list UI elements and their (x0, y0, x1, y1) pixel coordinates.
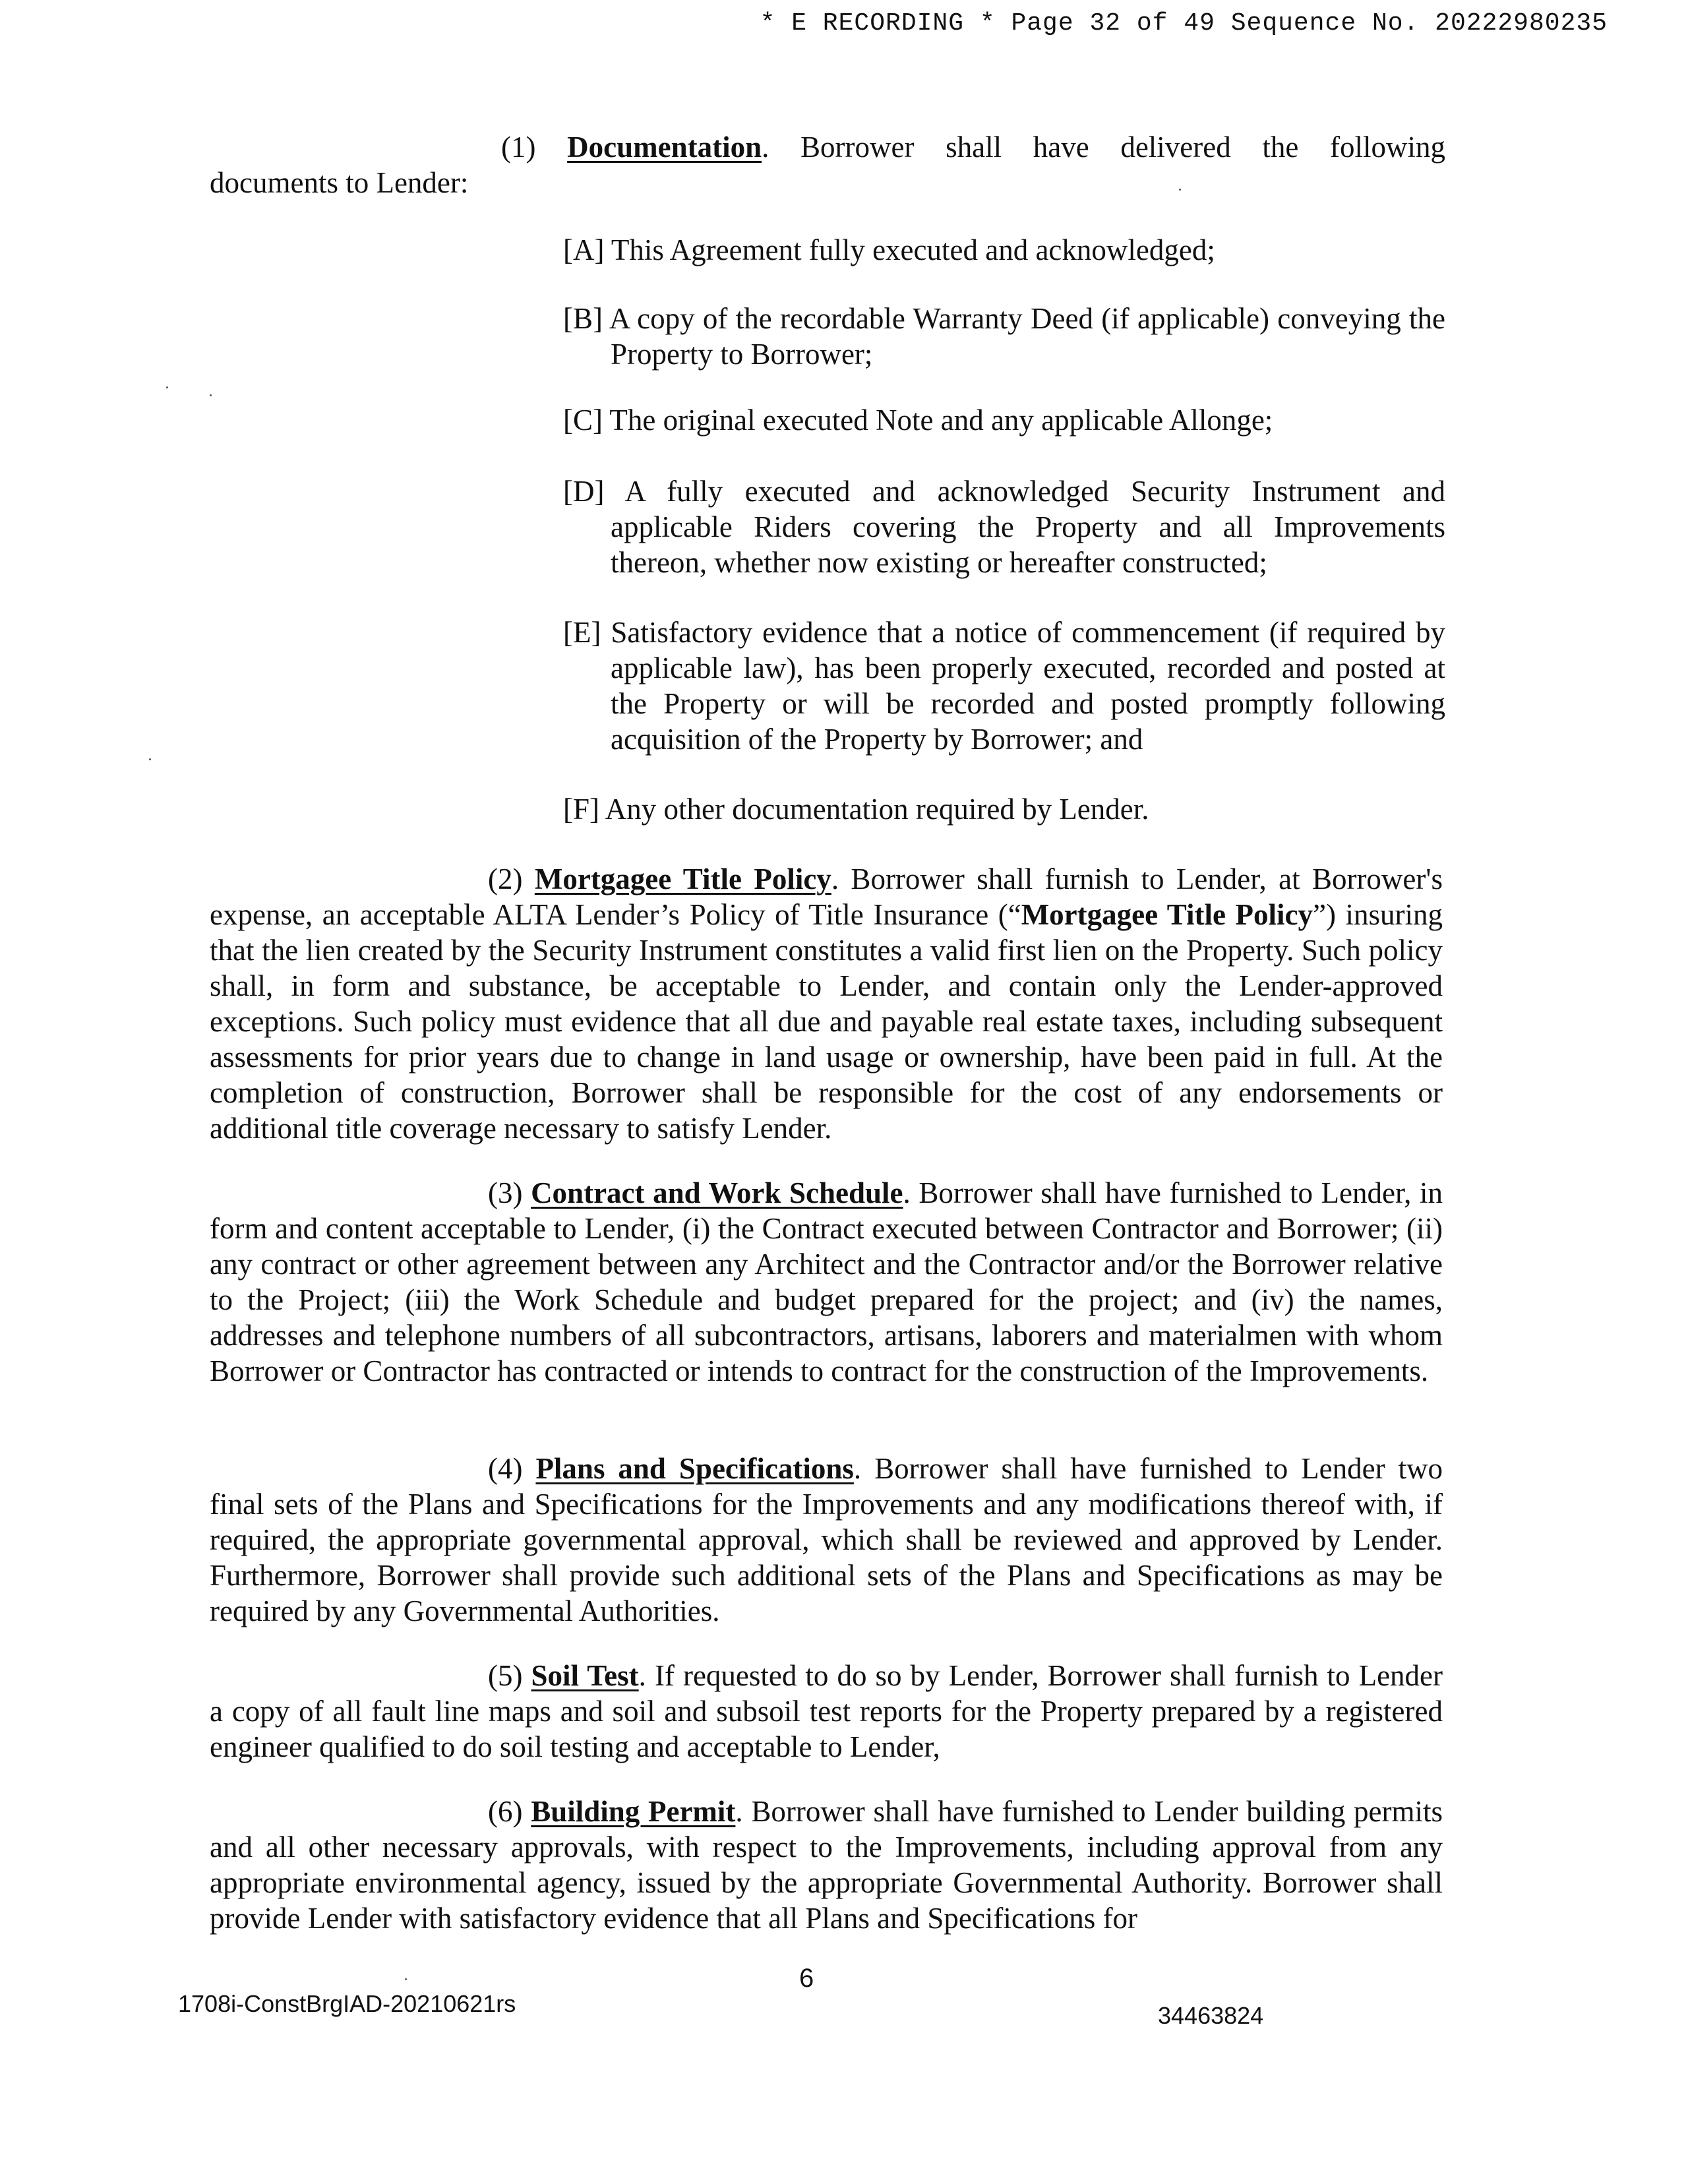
section-text-continued: ”) insuring that the lien created by the Security Instrument constitutes a valid first lien on the Property. Such policy shall, in form and substance, be acceptable to Lender, and contain only the Lender-approved exceptions. Such policy must evidence that all due and payable real estate taxes, including subsequent assessments for prior years due to change in land usage or ownership, have been paid in full. At the completion of construction, Borrower shall be responsible for the cost of any endorsements or additional title coverage necessary to satisfy Lender. (210, 898, 1443, 1145)
section-text: . Borrower shall have furnished to Lender building permits and all other necessary approvals, with respect to the Improvements, including approval from any appropriate environmental agency, issued by the appropriate Governmental Authority. Borrower shall provide Lender with satisfactory evidence that all Plans and Specifications for (210, 1795, 1443, 1935)
document-item-c: [C] The original executed Note and any applicable Allonge; (563, 404, 1273, 437)
section-heading: Soil Test (531, 1659, 639, 1692)
section-number: (4) (488, 1452, 523, 1485)
section-documentation (210, 129, 1445, 200)
document-item-d: [D] A fully executed and acknowledged Security Instrument and applicable Riders covering the Property and all Improvements thereon, whether now existing or hereafter constructed; (563, 475, 1445, 579)
scan-speck (210, 394, 212, 396)
section-heading: Mortgagee Title Policy (534, 863, 831, 895)
scan-speck (166, 386, 168, 388)
section-number: (1) (501, 131, 536, 164)
section-heading: Building Permit (531, 1795, 736, 1828)
section-text: . Borrower shall have delivered the following (762, 131, 1445, 164)
document-item-a: [A] This Agreement fully executed and acknowledged; (563, 233, 1215, 266)
document-id: 34463824 (1158, 2002, 1264, 2029)
document-code: 1708i-ConstBrgIAD-20210621rs (178, 1990, 516, 2017)
section-number: (3) (488, 1176, 523, 1209)
document-item-f: [F] Any other documentation required by Lender. (563, 793, 1149, 826)
section-contract-and-work-schedule (210, 1175, 1443, 1389)
defined-term: Mortgagee Title Policy (1021, 898, 1313, 931)
section-number: (5) (488, 1659, 523, 1692)
page-number: 6 (799, 1964, 814, 1993)
section-text: . Borrower shall furnish to Lender, at Borrower's expense, an acceptable ALTA Lender’s Policy of Title Insurance (“ (210, 863, 1443, 931)
section-mortgagee-title-policy (210, 861, 1443, 1146)
section-soil-test (210, 1658, 1443, 1765)
document-item-e: [E] Satisfactory evidence that a notice of commencement (if required by applicable law), has been properly executed, recorded and posted at the Property or will be recorded and posted promptly following acquisition of the Property by Borrower; and (563, 616, 1445, 756)
section-heading: Contract and Work Schedule (531, 1176, 903, 1209)
scan-speck (1179, 189, 1181, 191)
section-text: . Borrower shall have furnished to Lender, in form and content acceptable to Lender, (i) the Contract executed between Contractor and Borrower; (ii) any contract or other agreement between any Architect and the Contractor and/or the Borrower relative to the Project; (iii) the Work Schedule and budget prepared for the project; and (iv) the names, addresses and telephone numbers of all subcontractors, artisans, laborers and materialmen with whom Borrower or Contractor has contracted or intends to contract for the construction of the Improvements. (210, 1176, 1443, 1387)
section-text: . Borrower shall have furnished to Lender two final sets of the Plans and Specifications for the Improvements and any modifications thereof with, if required, the appropriate governmental approval, which shall be reviewed and approved by Lender. Furthermore, Borrower shall provide such additional sets of the Plans and Specifications as may be required by any Governmental Authorities. (210, 1452, 1443, 1627)
section-building-permit (210, 1794, 1443, 1936)
section-text: . If requested to do so by Lender, Borrower shall furnish to Lender a copy of all fault line maps and soil and subsoil test reports for the Property prepared by a registered engineer qualified to do soil testing and acceptable to Lender, (210, 1659, 1443, 1763)
section-heading: Documentation (567, 131, 762, 164)
recording-stamp: * E RECORDING * Page 32 of 49 Sequence No. 20222980235 (760, 9, 1608, 38)
document-item-b: [B] A copy of the recordable Warranty Deed (if applicable) conveying the Property to Borrower; (563, 302, 1445, 371)
section-number: (6) (488, 1795, 523, 1828)
section-plans-and-specifications (210, 1451, 1443, 1629)
scan-speck (149, 758, 151, 760)
section-heading: Plans and Specifications (535, 1452, 854, 1485)
section-number: (2) (488, 863, 523, 895)
section-text-continued: documents to Lender: (210, 166, 469, 199)
scan-speck (405, 1978, 407, 1980)
